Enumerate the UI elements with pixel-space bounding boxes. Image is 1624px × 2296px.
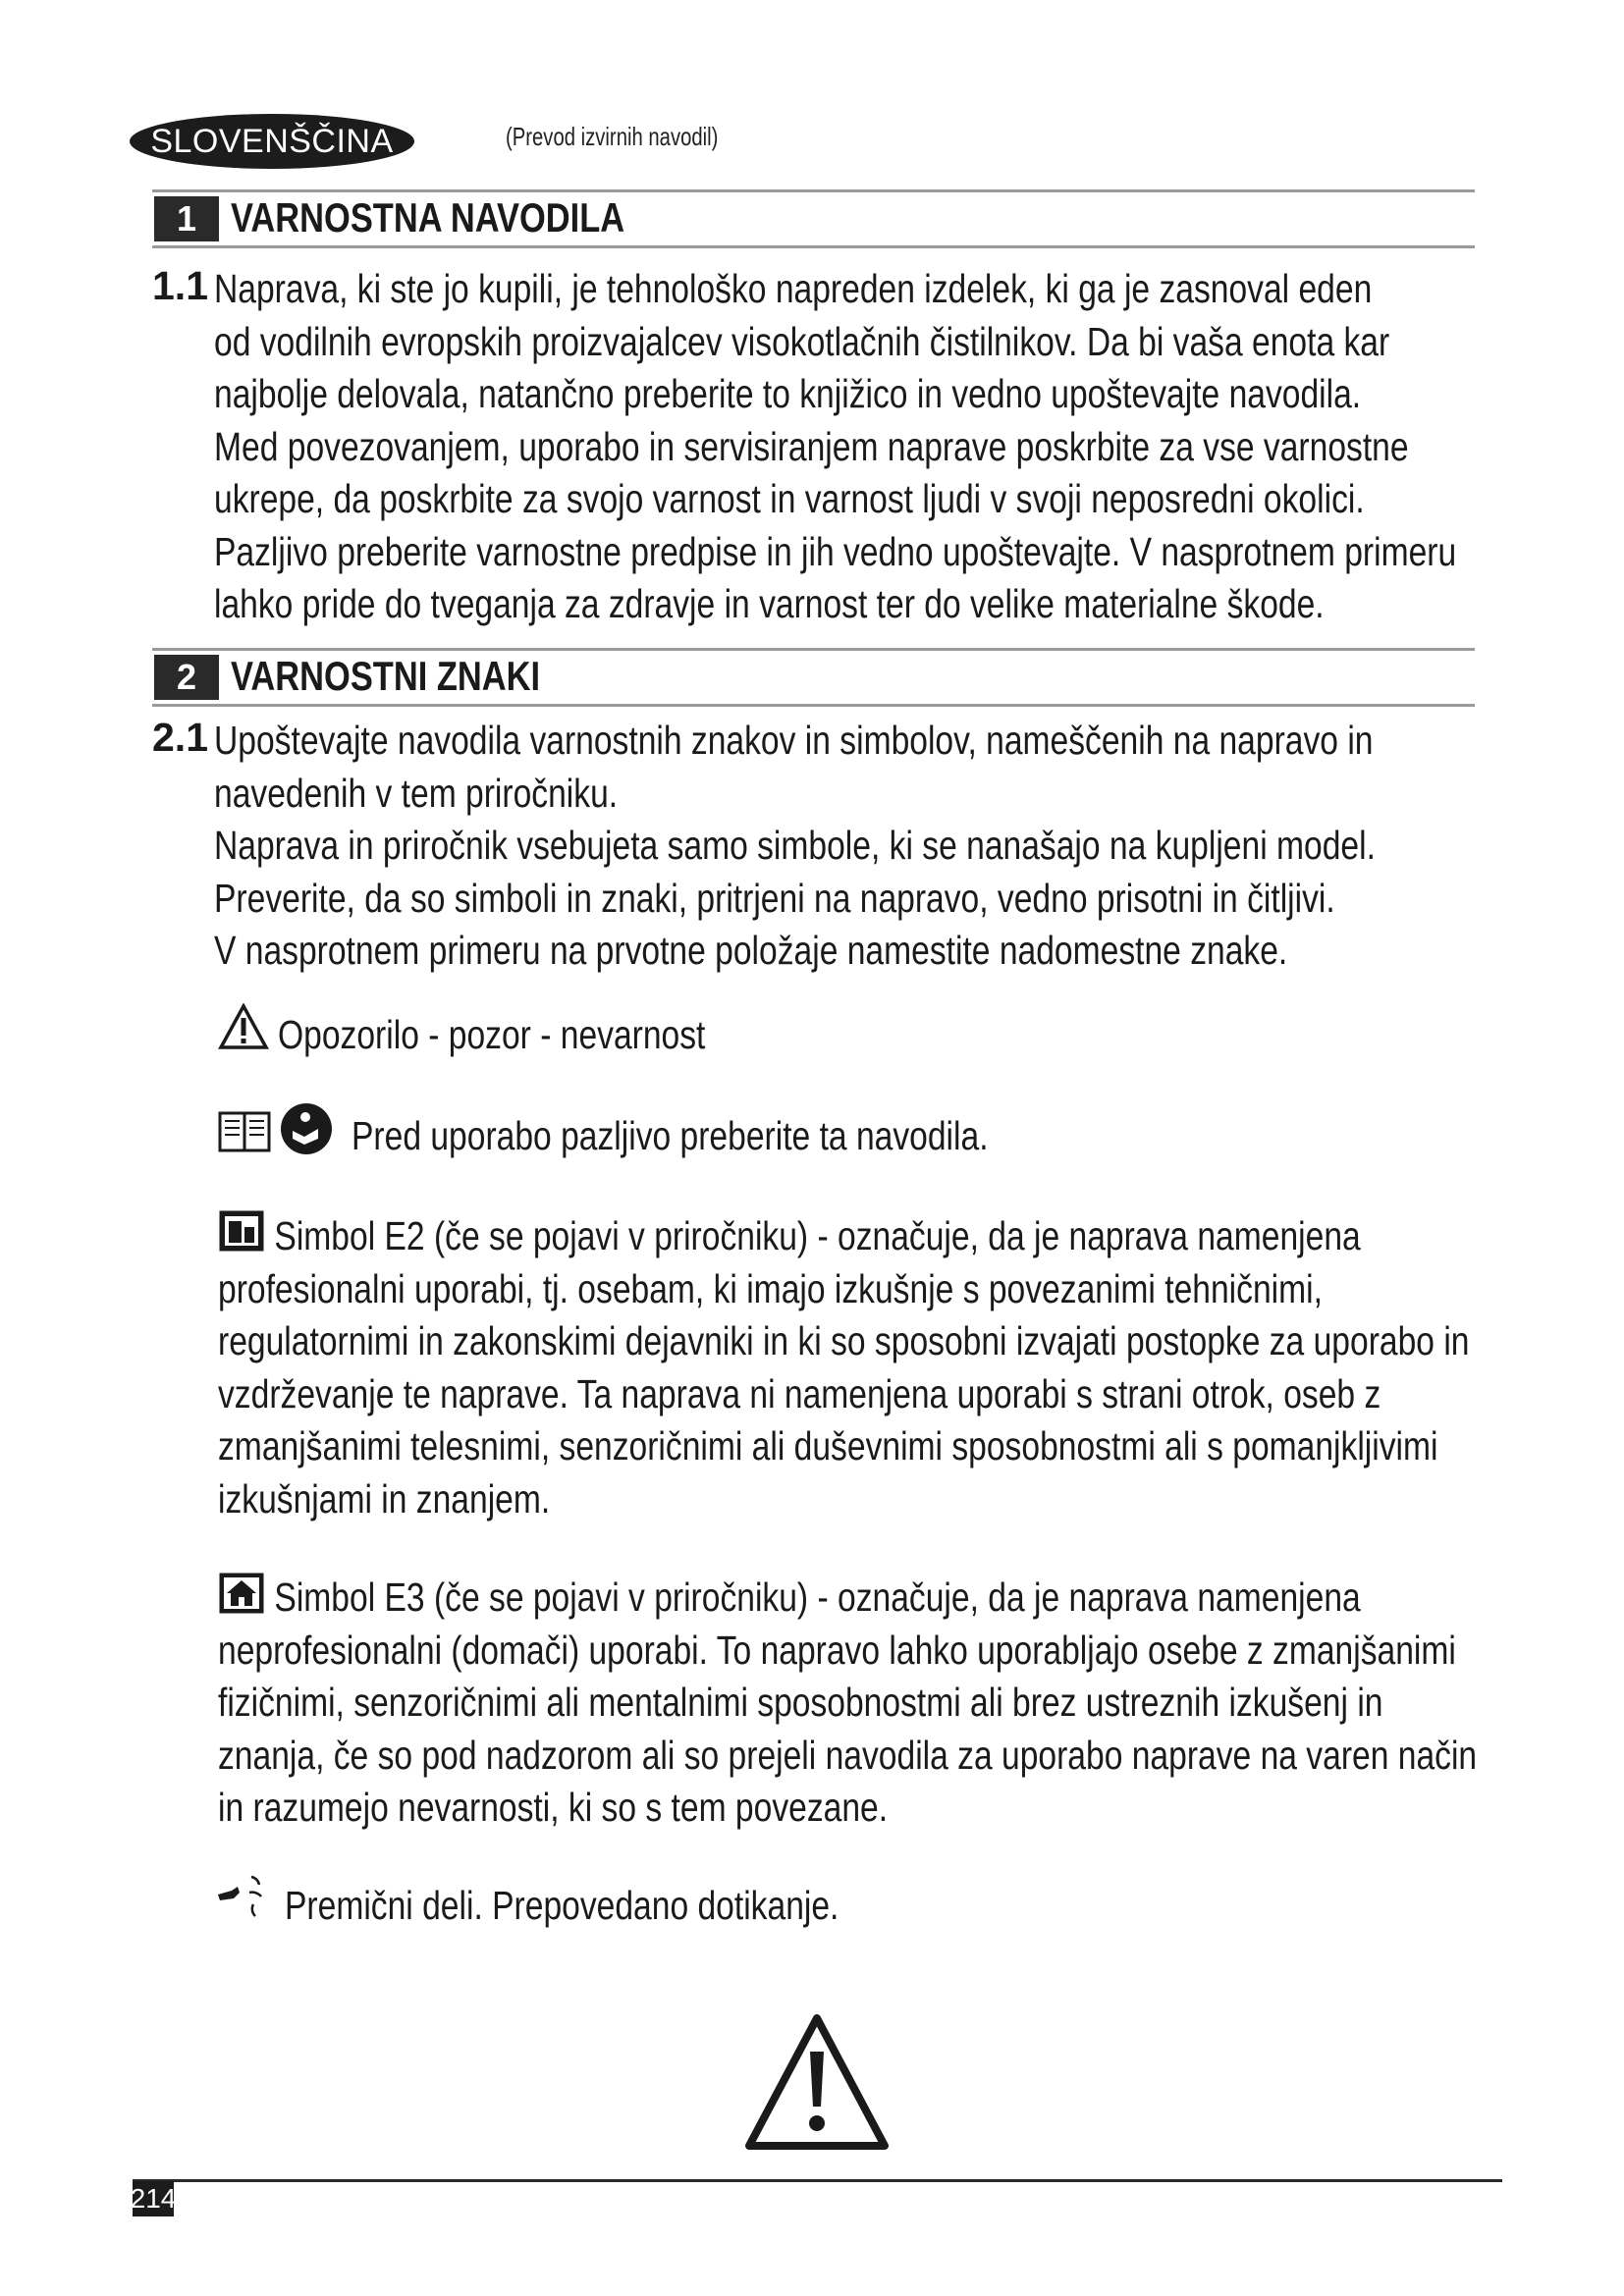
e3-line: neprofesionalni (domači) uporabi. To napravo lahko uporabljajo osebe z zmanjšanimi <box>218 1627 1456 1673</box>
paragraph-line: Med povezovanjem, uporabo in servisiranjem naprave poskrbite za vse varnostne <box>214 423 1409 469</box>
warning-text-block <box>278 1009 799 1062</box>
section-2-paragraph <box>214 715 1624 978</box>
section-2-number: 2 <box>154 655 219 700</box>
language-badge <box>130 114 414 169</box>
paragraph-line: najbolje delovala, natančno preberite to knjižico in vedno upoštevajte navodila. <box>214 371 1362 416</box>
paragraph-line: Naprava, ki ste jo kupili, je tehnološko napreden izdelek, ki ga je zasnoval eden <box>214 266 1373 311</box>
e2-line: regulatornimi in zakonskimi dejavniki in ki so sposobni izvajati postopke za uporabo in <box>218 1318 1470 1363</box>
e2-line: izkušnjami in znanjem. <box>218 1475 551 1522</box>
section-2-title: VARNOSTNI ZNAKI <box>231 653 541 699</box>
section-1-number: 1 <box>154 196 219 241</box>
e2-line: profesionalni uporabi, tj. osebam, ki imajo izkušnje s povezanimi tehničnimi, <box>218 1265 1323 1311</box>
paragraph-line: lahko pride do tveganja za zdravje in varnost ter do velike materialne škode. <box>214 581 1325 626</box>
e3-line: in razumejo nevarnosti, ki so s tem povezane. <box>218 1785 889 1830</box>
e3-line: Simbol E3 (če se pojavi v priročniku) - označuje, da je naprava namenjena <box>274 1575 1361 1620</box>
section-1-paragraph <box>214 263 1624 631</box>
page-number: 214 <box>133 2181 174 2216</box>
paragraph-line: Naprava in priročnik vsebujeta samo simbole, ki se nanašajo na kupljeni model. <box>214 823 1376 868</box>
e3-text-block <box>218 1572 1624 1835</box>
e2-line: zmanjšanimi telesnimi, senzoričnimi ali duševnimi sposobnostmi ali s pomanjkljivimi <box>218 1423 1438 1468</box>
paragraph-line: V nasprotnem primeru na prvotne položaje namestite nadomestne znake. <box>214 928 1288 973</box>
section-2-heading <box>152 648 1475 707</box>
manual-text: Pred uporabo pazljivo preberite ta navodila. <box>352 1113 989 1158</box>
moving-parts-text: Premični deli. Prepovedano dotikanje. <box>285 1883 839 1928</box>
warning-text: Opozorilo - pozor - nevarnost <box>278 1012 706 1057</box>
paragraph-line: Preverite, da so simboli in znaki, pritrjeni na napravo, vedno prisotni in čitljivi. <box>214 875 1335 921</box>
moving-text-block <box>285 1880 960 1933</box>
paragraph-line: ukrepe, da poskrbite za svojo varnost in varnost ljudi v svoji neposredni okolici. <box>214 476 1365 521</box>
language-label: SLOVENŠČINA <box>150 122 394 160</box>
paragraph-line: navedenih v tem priročniku. <box>214 770 619 816</box>
read-manual-icon <box>279 1101 334 1156</box>
paragraph-line: Pazljivo preberite varnostne predpise in jih vedno upoštevajte. V nasprotnem primeru <box>214 528 1457 574</box>
manual-text-block <box>352 1110 1128 1163</box>
footer-rule <box>133 2179 1502 2182</box>
warning-triangle-icon <box>743 2012 891 2152</box>
e3-line: znanja, če so pod nadzorom ali so prejeli navodila za uporabo naprave na varen način <box>218 1732 1478 1778</box>
warning-triangle-icon <box>218 1003 269 1050</box>
section-1-heading <box>152 189 1475 248</box>
e3-line: fizičnimi, senzoričnimi ali mentalnimi sposobnostmi ali brez ustreznih izkušenj in <box>218 1680 1383 1725</box>
moving-parts-icon <box>216 1873 267 1920</box>
e2-text-block <box>218 1210 1624 1525</box>
book-icon <box>218 1109 271 1154</box>
paragraph-line: Upoštevajte navodila varnostnih znakov in simbolov, nameščenih na napravo in <box>214 718 1374 763</box>
item-1-1-number: 1.1 <box>152 263 208 308</box>
e2-line: vzdrževanje te naprave. Ta naprava ni namenjena uporabi s strani otrok, oseb z <box>218 1370 1381 1416</box>
paragraph-line: od vodilnih evropskih proizvajalcev visokotlačnih čistilnikov. Da bi vaša enota kar <box>214 318 1390 364</box>
e2-line: Simbol E2 (če se pojavi v priročniku) - označuje, da je naprava namenjena <box>274 1213 1361 1258</box>
subtitle: (Prevod izvirnih navodil) <box>506 122 719 151</box>
section-1-title: VARNOSTNA NAVODILA <box>231 194 625 240</box>
item-2-1-number: 2.1 <box>152 715 208 760</box>
